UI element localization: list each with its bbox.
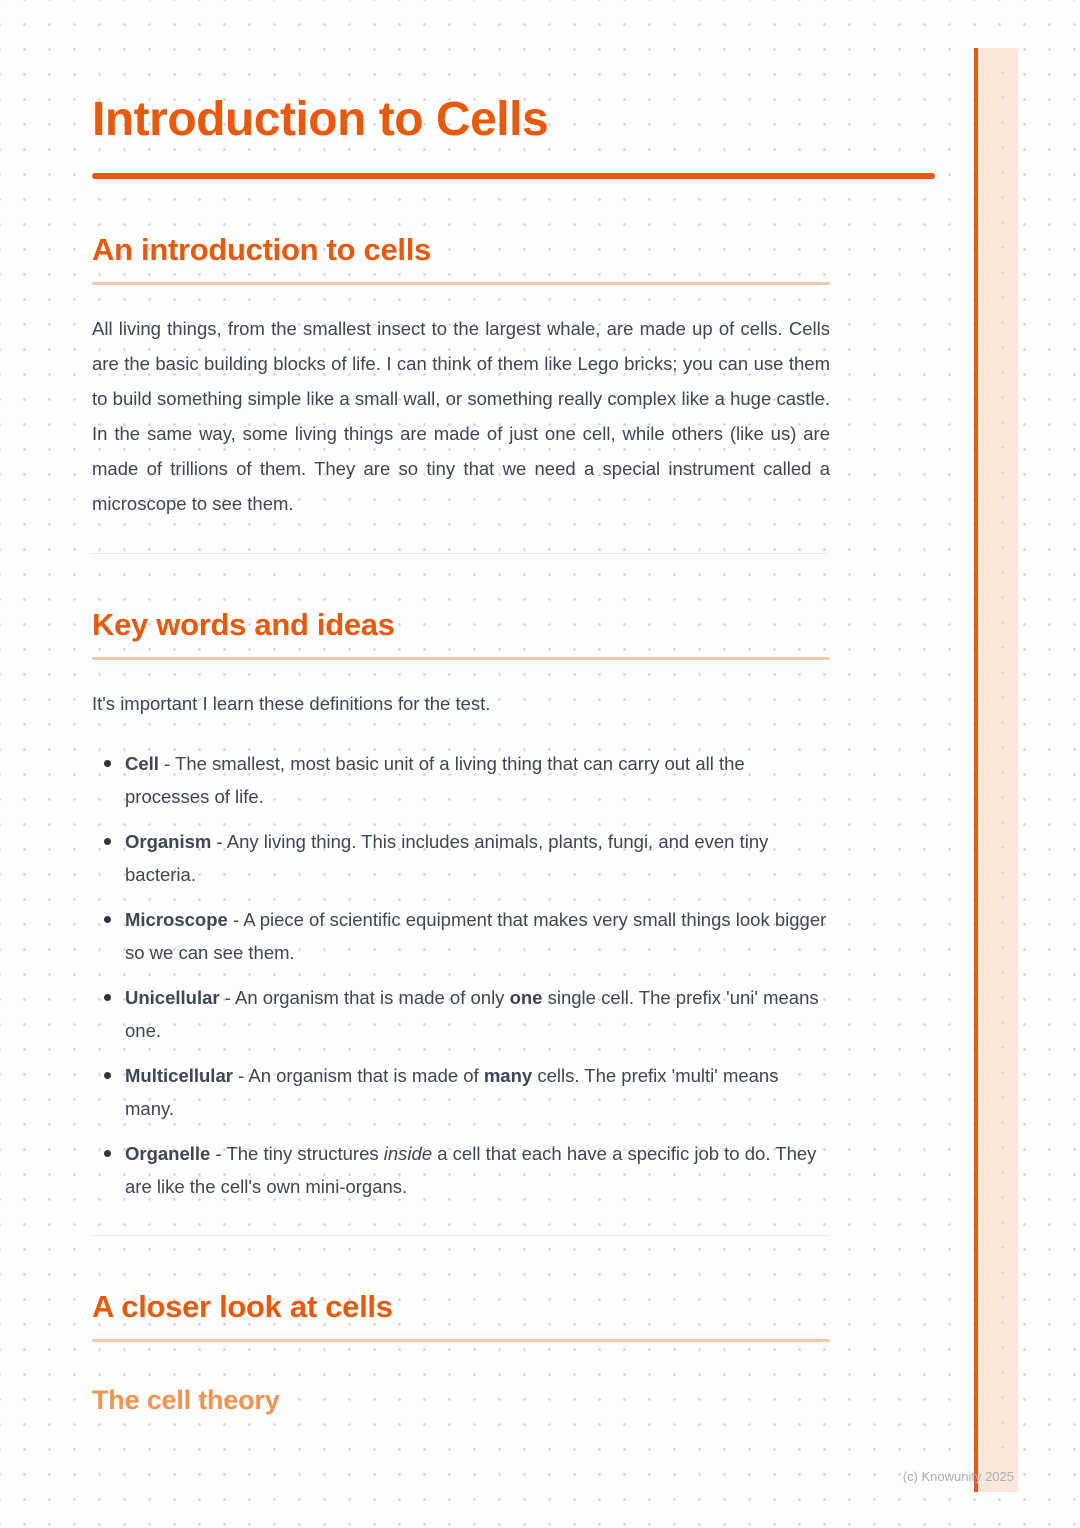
section-heading-introduction: An introduction to cells (92, 231, 431, 267)
keyword-text: Microscope - A piece of scientific equipment that makes very small things look bigger so we can see them. (125, 909, 827, 964)
introduction-paragraph: All living things, from the smallest insect to the largest whale, are made up of cells. Cells are the basic building blocks of life. I can think of them like Lego bricks; you can use them to build something simple like a small wall, or something really complex like a huge castle. In the same way, some living things are made of just one cell, while others (like us) are made of trillions of them. They are so tiny that we need a special instrument called a microscope to see them. (92, 317, 830, 514)
bullet-dot (104, 994, 111, 1001)
keyword-item (92, 747, 830, 813)
keyword-item (92, 1059, 830, 1125)
section-heading-keywords: Key words and ideas (92, 606, 395, 642)
copyright-footer: (c) Knowunity 2025 (902, 1469, 1014, 1484)
section-heading-closer-look: A closer look at cells (92, 1289, 393, 1325)
section-divider (92, 553, 830, 554)
page-title: Introduction to Cells (92, 93, 549, 146)
title-rule (92, 173, 935, 179)
section-keywords (92, 606, 830, 1203)
section-introduction (92, 231, 830, 521)
keyword-text: Organelle - The tiny structures inside a cell that each have a specific job to do. They are like the cell's own mini-organs. (125, 1143, 817, 1198)
document-content (92, 0, 830, 1417)
bullet-dot (104, 760, 111, 767)
section-divider (92, 1235, 830, 1236)
section-rule (92, 657, 830, 660)
keyword-text: Multicellular - An organism that is made of many cells. The prefix 'multi' means many. (125, 1065, 779, 1120)
bullet-dot (104, 1072, 111, 1079)
keyword-text: Organism - Any living thing. This includes animals, plants, fungi, and even tiny bacteria. (125, 831, 769, 886)
bullet-dot (104, 916, 111, 923)
keyword-item (92, 1137, 830, 1203)
bullet-dot (104, 838, 111, 845)
keyword-item (92, 903, 830, 969)
keyword-text: Unicellular - An organism that is made of only one single cell. The prefix 'uni' means one. (125, 987, 819, 1042)
keyword-item (92, 981, 830, 1047)
bullet-dot (104, 1150, 111, 1157)
section-rule (92, 282, 830, 285)
keywords-intro-text: It's important I learn these definitions for the test. (92, 693, 491, 715)
section-closer-look (92, 1288, 830, 1417)
subsection-heading-cell-theory: The cell theory (92, 1385, 280, 1416)
page-edge-strip (978, 48, 1018, 1492)
keyword-list (92, 747, 830, 1203)
section-rule (92, 1339, 830, 1342)
keyword-text: Cell - The smallest, most basic unit of a living thing that can carry out all the processes of life. (125, 753, 745, 808)
keyword-item (92, 825, 830, 891)
